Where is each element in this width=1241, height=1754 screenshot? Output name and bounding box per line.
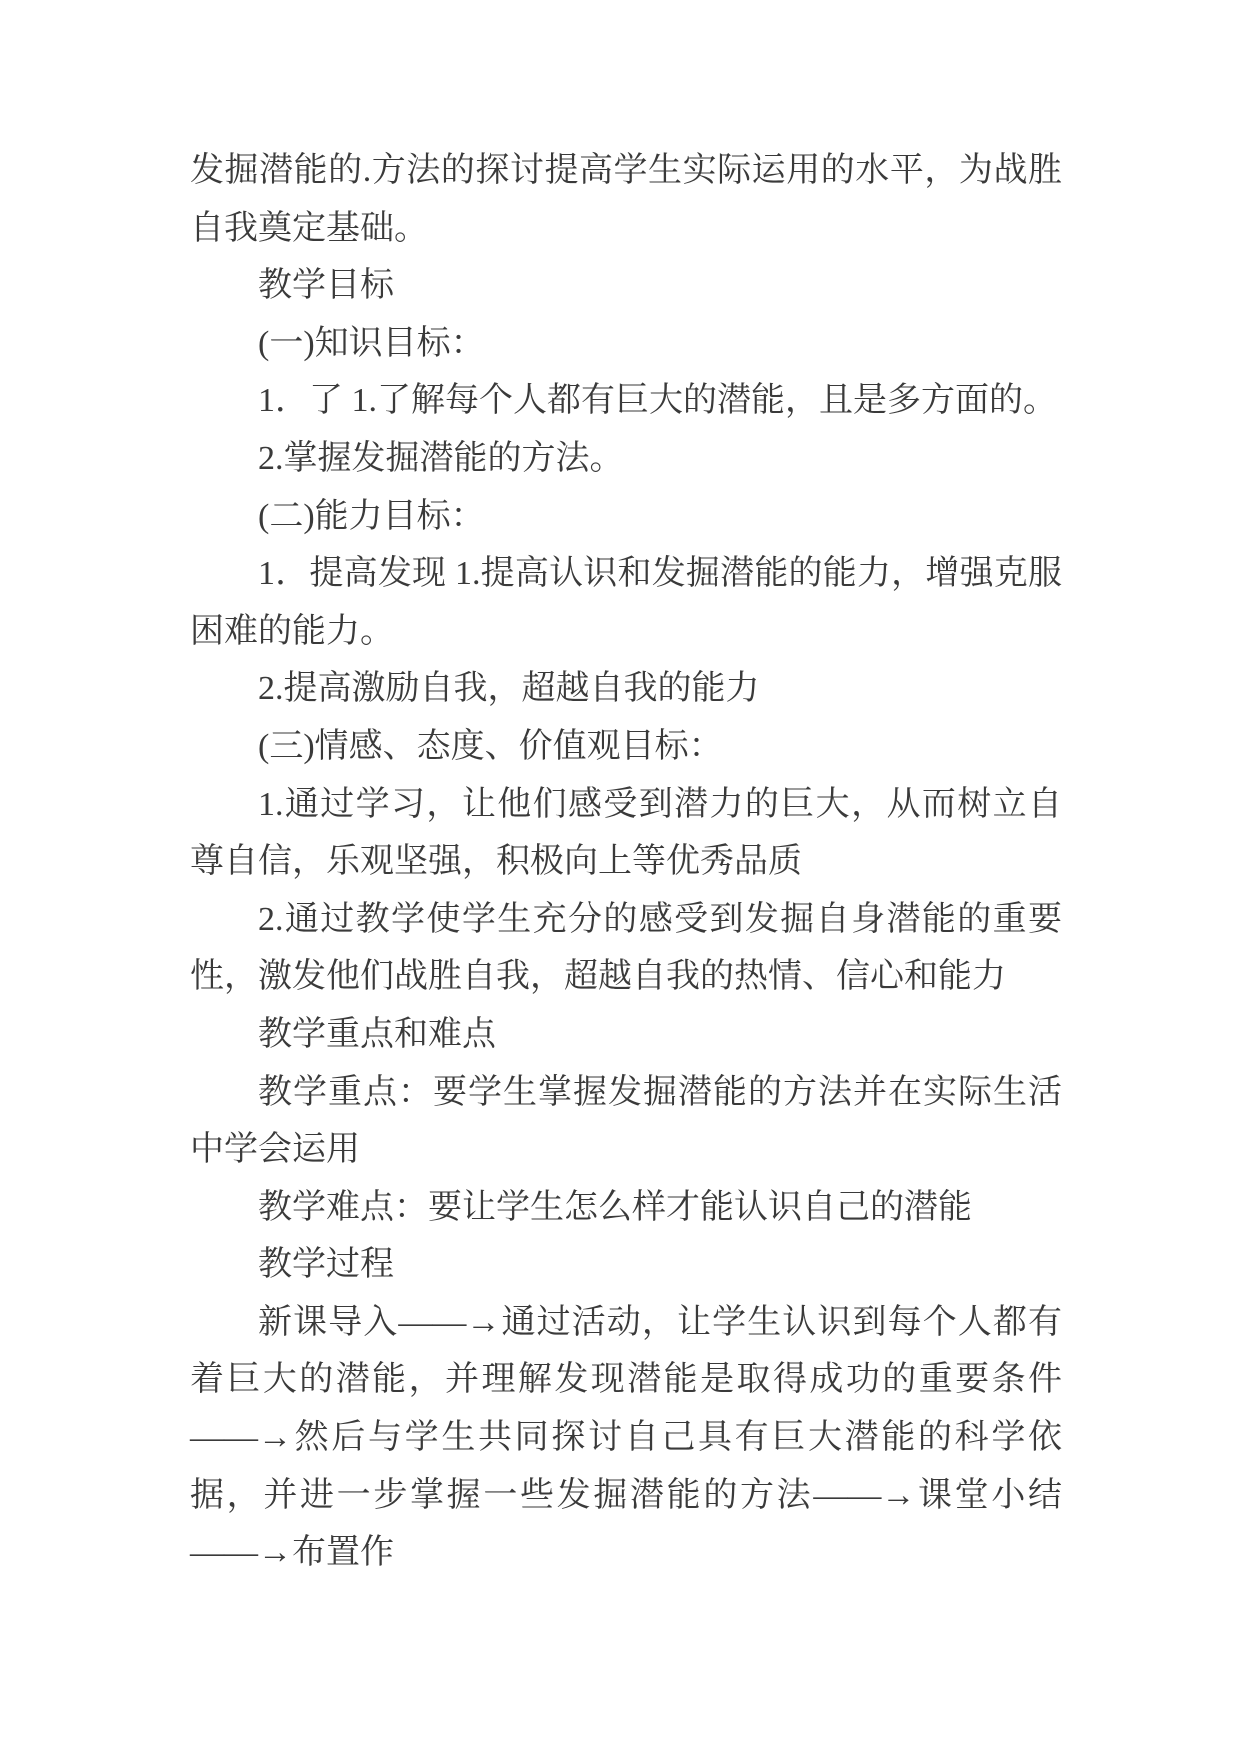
paragraph: 1．提高发现 1.提高认识和发掘潜能的能力，增强克服困难的能力。 (190, 555, 1062, 650)
document-body (190, 142, 1062, 1582)
paragraph: 教学难点：要让学生怎么样才能认识自己的潜能 (258, 1188, 972, 1226)
paragraph: 2.通过教学使学生充分的感受到发掘自身潜能的重要性，激发他们战胜自我，超越自我的热情、信心和能力 (190, 900, 1062, 996)
paragraph: 1．了 1.了解每个人都有巨大的潜能，且是多方面的。 (258, 382, 1057, 420)
paragraph: 新课导入——→通过活动，让学生认识到每个人都有着巨大的潜能，并理解发现潜能是取得成功的重要条件——→然后与学生共同探讨自己具有巨大潜能的科学依据，并进一步掌握一些发掘潜能的方法——→课堂小结——→布置作 (190, 1303, 1062, 1572)
paragraph: 教学过程 (258, 1246, 394, 1284)
paragraph: 教学目标 (258, 267, 394, 305)
paragraph: 发掘潜能的.方法的探讨提高学生实际运用的水平，为战胜自我奠定基础。 (190, 152, 1062, 247)
paragraph: (三)情感、态度、价值观目标： (258, 727, 723, 765)
paragraph: 教学重点：要学生掌握发掘潜能的方法并在实际生活中学会运用 (190, 1073, 1062, 1169)
paragraph: 1.通过学习，让他们感受到潜力的巨大，从而树立自尊自信，乐观坚强，积极向上等优秀品质 (190, 785, 1062, 881)
paragraph: (一)知识目标： (258, 324, 485, 362)
paragraph: (二)能力目标： (258, 497, 485, 535)
paragraph: 教学重点和难点 (258, 1015, 496, 1053)
paragraph: 2.掌握发掘潜能的方法。 (258, 439, 624, 477)
paragraph: 2.提高激励自我，超越自我的能力 (258, 670, 760, 708)
